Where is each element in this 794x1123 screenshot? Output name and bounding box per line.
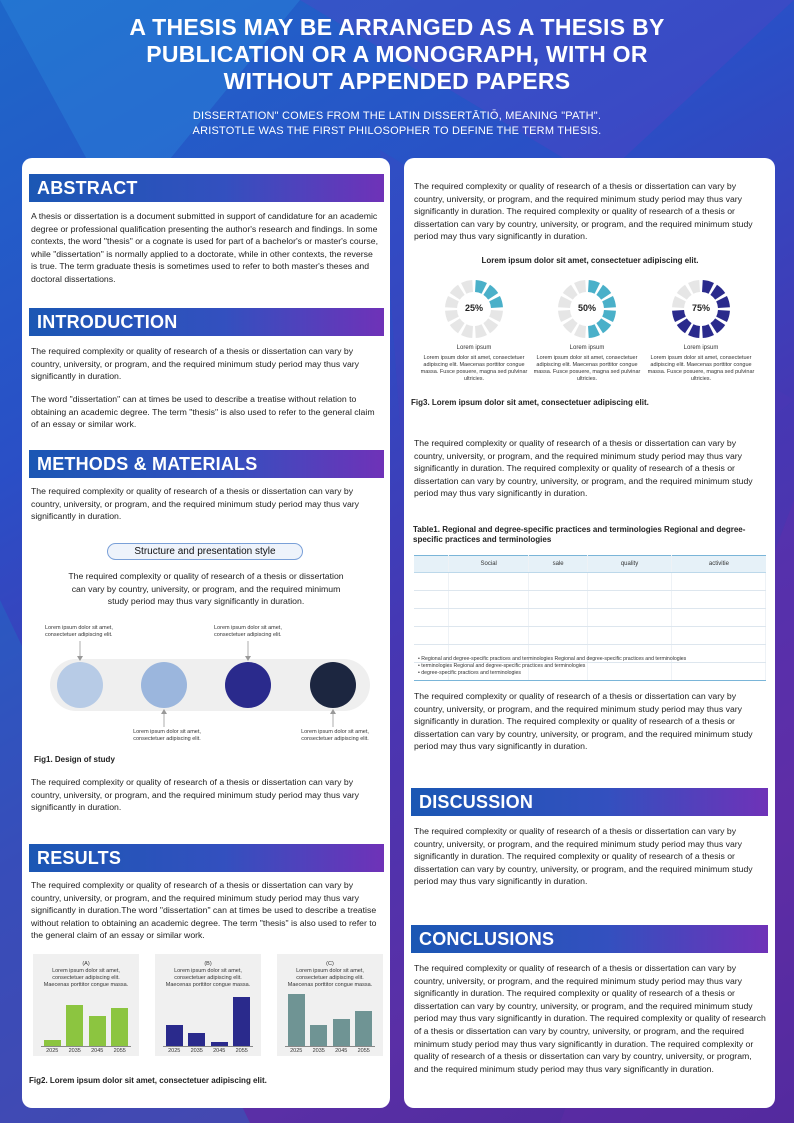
table-row xyxy=(414,573,766,591)
introduction-p2: The word "dissertation" can at times be used to describe a treatise without relation to obtaining an academic degree. The term "thesis" is also used to refer to the general claim of an essay or similar work. xyxy=(31,394,375,430)
step-3-circle xyxy=(225,662,271,708)
right-p1: The required complexity or quality of research of a thesis or dissertation can vary by country, university, or program, and the required minimum study period may thus vary significantly in duration. The required complexity or quality of research of a thesis or dissertation can vary by country, university, or program, and the required minimum study period may thus vary significantly in duration. xyxy=(414,181,753,242)
introduction-heading: INTRODUCTION xyxy=(29,308,384,336)
donut-segment-filled xyxy=(475,280,487,294)
bar-tick-label: 2025 xyxy=(46,1048,59,1054)
step-4-circle xyxy=(310,662,356,708)
bar-tick-label: 2025 xyxy=(168,1048,181,1054)
bar-chart-axis xyxy=(41,1046,131,1047)
structure-pill: Structure and presentation style xyxy=(107,543,303,560)
donut-segment-filled xyxy=(710,318,725,333)
bar xyxy=(355,1011,372,1046)
bar xyxy=(111,1008,128,1046)
donut-segment-empty xyxy=(475,324,487,338)
donut-segment-empty xyxy=(574,280,586,294)
table-row xyxy=(414,609,766,627)
donut-segment-filled xyxy=(677,318,692,333)
table1-header-cell xyxy=(414,556,449,573)
donut-segment-empty xyxy=(461,280,473,294)
bar-chart-2 xyxy=(155,954,261,1056)
donut-title-label: Lorem ipsum xyxy=(683,345,719,351)
step-2-circle xyxy=(141,662,187,708)
donut-segment-filled xyxy=(702,324,714,338)
results-text: The required complexity or quality of research of a thesis or dissertation can vary by country, university, or program, and the required minimum study period may thus vary significantly in duration.The word "dissertation" can at times be used to describe a treatise without relation to obtaining an academic degree. The term "thesis" is also used to refer to the general claim of an essay or similar work. xyxy=(31,880,377,941)
table1-header-cell: quality xyxy=(587,556,672,573)
bar-tick-label: 2045 xyxy=(213,1048,226,1054)
table-row xyxy=(414,591,766,609)
table1-header-cell: Social xyxy=(449,556,529,573)
abstract-text: A thesis or dissertation is a document submitted in support of candidature for an academic degree or professional qualification presenting the author's research and findings. In some contexts, the word "thesis" or a cognate is used for part of a bachelor's or master's course, while "dissertation" is normally applied to a doctorate, while in other contexts, the reverse is true. The term graduate thesis is sometimes used to refer to both master's theses and doctoral dissertations. xyxy=(31,211,379,284)
bar-tick-label: 2055 xyxy=(113,1048,126,1054)
donut-description: Lorem ipsum dolor sit amet, consectetuer adipiscing elit. Maecenas porttitor congue massa. Fusce posuere, magna sed pulvinar ultricies. xyxy=(647,355,755,382)
bar xyxy=(333,1019,350,1046)
right-p2: The required complexity or quality of research of a thesis or dissertation can vary by country, university, or program, and the required minimum study period may thus vary significantly in duration. The required complexity or quality of research of a thesis or dissertation can vary by country, university, or program, and the required minimum study period may thus vary significantly in duration. xyxy=(414,438,753,499)
introduction-p1: The required complexity or quality of research of a thesis or dissertation can vary by country, university, or program, and the required minimum study period may thus vary significantly in duration. xyxy=(31,346,360,382)
table-row xyxy=(414,627,766,645)
step-3-label: Lorem ipsum dolor sit amet, consectetuer adipiscing elit. xyxy=(214,625,282,638)
results-heading: RESULTS xyxy=(29,844,384,872)
bar-chart-label: (A) xyxy=(82,961,90,967)
bar xyxy=(288,994,305,1046)
donut-segment-empty xyxy=(563,285,578,300)
donut-segment-filled xyxy=(596,318,611,333)
bar-chart-label: (C) xyxy=(326,961,334,967)
right-panel xyxy=(404,158,775,1108)
fig2-caption: Fig2. Lorem ipsum dolor sit amet, consectetuer adipiscing elit. xyxy=(29,1076,267,1085)
fig3-caption: Fig3. Lorem ipsum dolor sit amet, consectetuer adipiscing elit. xyxy=(411,398,649,407)
bar xyxy=(44,1040,61,1046)
conclusions-text: The required complexity or quality of research of a thesis or dissertation can vary by country, university, or program, and the required minimum study period may thus vary significantly in duration. The required complexity or quality of research of a thesis or dissertation can vary by country, university, or program, and the required minimum study period may thus vary significantly in duration. The required complexity or quality of research of a thesis or dissertation can vary by country, university, or program, and the required minimum study period may thus vary significantly in duration. The required complexity or quality of research of a thesis or dissertation can vary by country, university, or program, and the required minimum study period may thus vary significantly in duration. xyxy=(414,963,766,1074)
donut-segment-filled xyxy=(702,280,714,294)
table1-header-cell: sale xyxy=(529,556,587,573)
donut-segment-filled xyxy=(483,285,498,300)
right-p3: The required complexity or quality of research of a thesis or dissertation can vary by country, university, or program, and the required minimum study period may thus vary significantly in duration. The required complexity or quality of research of a thesis or dissertation can vary by country, university, or program, and the required minimum study period may thus vary significantly in duration. xyxy=(414,691,753,752)
donut-segment-filled xyxy=(588,324,600,338)
bar-chart-1 xyxy=(33,954,139,1056)
donut-percent-label: 25% xyxy=(464,303,483,313)
bar xyxy=(310,1025,327,1046)
methods-centered-text: The required complexity or quality of research of a thesis or dissertation can vary by country, university, or program, and the required minimum study period may thus vary significantly in duration. xyxy=(68,571,344,607)
bar-tick-label: 2055 xyxy=(357,1048,370,1054)
donut-segment-filled xyxy=(688,324,700,338)
bar xyxy=(233,997,250,1046)
discussion-text: The required complexity or quality of research of a thesis or dissertation can vary by country, university, or program, and the required minimum study period may thus vary significantly in duration. The required complexity or quality of research of a thesis or dissertation can vary by country, university, or program, and the required minimum study period may thus vary significantly in duration. xyxy=(414,826,753,887)
fig1-caption: Fig1. Design of study xyxy=(34,755,115,764)
donut-segment-empty xyxy=(574,324,586,338)
table1-notes xyxy=(418,656,768,677)
subtitle-line-1: DISSERTATION" COMES FROM THE LATIN DISSERTĀTIŌ, MEANING "PATH". xyxy=(192,110,602,122)
bar-tick-label: 2055 xyxy=(235,1048,248,1054)
donut-segment-empty xyxy=(450,318,465,333)
poster-title: A THESIS MAY BE ARRANGED AS A THESIS BY PUBLICATION OR A MONOGRAPH, WITH OR WITHOUT APPENDED PAPERS xyxy=(129,14,665,94)
donut-segment-empty xyxy=(677,285,692,300)
donut-segment-filled xyxy=(596,285,611,300)
donut-percent-label: 75% xyxy=(691,303,710,313)
methods-p1: The required complexity or quality of research of a thesis or dissertation can vary by country, university, or program, and the required minimum study period may thus vary significantly in duration. xyxy=(31,486,360,522)
subtitle-line-2: ARISTOTLE WAS THE FIRST PHILOSOPHER TO DEFINE THE TERM THESIS. xyxy=(192,125,602,137)
donut-title-label: Lorem ipsum xyxy=(569,345,605,351)
bar xyxy=(211,1042,228,1046)
step-1-label: Lorem ipsum dolor sit amet, consectetuer adipiscing elit. xyxy=(45,625,113,638)
left-panel xyxy=(22,158,390,1108)
bar-chart-label: (B) xyxy=(204,961,212,967)
methods-p2: The required complexity or quality of research of a thesis or dissertation can vary by country, university, or program, and the required minimum study period may thus vary significantly in duration. xyxy=(31,777,360,813)
table1-header-row xyxy=(414,556,766,573)
bar-chart-description: Lorem ipsum dolor sit amet, consectetuer adipiscing elit. Maecenas porttitor congue massa. xyxy=(165,968,251,988)
donut-segment-filled xyxy=(588,280,600,294)
donut-segment-empty xyxy=(450,285,465,300)
donut-segment-empty xyxy=(563,318,578,333)
donut-title: Lorem ipsum dolor sit amet, consectetuer adipiscing elit. xyxy=(481,256,699,265)
step-4-label: Lorem ipsum dolor sit amet, consectetuer adipiscing elit. xyxy=(301,729,369,742)
donut-segment-empty xyxy=(483,318,498,333)
conclusions-heading: CONCLUSIONS xyxy=(411,925,768,953)
donut-description: Lorem ipsum dolor sit amet, consectetuer adipiscing elit. Maecenas porttitor congue massa. Fusce posuere, magna sed pulvinar ultricies. xyxy=(420,355,528,382)
bar-chart-description: Lorem ipsum dolor sit amet, consectetuer adipiscing elit. Maecenas porttitor congue massa. xyxy=(43,968,129,988)
discussion-heading: DISCUSSION xyxy=(411,788,768,816)
table1-header-cell: activitie xyxy=(672,556,766,573)
donut-percent-label: 50% xyxy=(577,303,596,313)
bar-chart-axis xyxy=(163,1046,253,1047)
bar-tick-label: 2045 xyxy=(91,1048,104,1054)
abstract-heading: ABSTRACT xyxy=(29,174,384,202)
table1-note: • Regional and degree-specific practices and terminologies Regional and degree-specific practices and terminologies xyxy=(418,656,687,662)
methods-heading: METHODS & MATERIALS xyxy=(29,450,384,478)
bar xyxy=(188,1033,205,1046)
bar-chart-description: Lorem ipsum dolor sit amet, consectetuer adipiscing elit. Maecenas porttitor congue massa. xyxy=(287,968,373,988)
bar xyxy=(166,1025,183,1046)
donut-title-label: Lorem ipsum xyxy=(456,345,492,351)
table1-note: • terminologies Regional and degree-specific practices and terminologies xyxy=(418,663,586,669)
donut-segment-empty xyxy=(688,280,700,294)
table1-note: • degree-specific practices and terminologies xyxy=(418,670,522,676)
bar xyxy=(66,1005,83,1046)
donut-segment-filled xyxy=(710,285,725,300)
bar-tick-label: 2035 xyxy=(312,1048,325,1054)
step-1-circle xyxy=(57,662,103,708)
donut-description: Lorem ipsum dolor sit amet, consectetuer adipiscing elit. Maecenas porttitor congue massa. Fusce posuere, magna sed pulvinar ultricies. xyxy=(533,355,641,382)
bar-tick-label: 2035 xyxy=(190,1048,203,1054)
bar-tick-label: 2035 xyxy=(68,1048,81,1054)
step-2-label: Lorem ipsum dolor sit amet, consectetuer adipiscing elit. xyxy=(133,729,201,742)
poster-subtitle xyxy=(0,109,794,139)
poster-header xyxy=(0,14,794,139)
bar-tick-label: 2025 xyxy=(290,1048,303,1054)
bar-tick-label: 2045 xyxy=(335,1048,348,1054)
bar xyxy=(89,1016,106,1046)
table1-caption: Table1. Regional and degree-specific practices and terminologies Regional and degree-specific practices and terminologies xyxy=(413,525,746,544)
bar-chart-3 xyxy=(277,954,383,1056)
donut-segment-empty xyxy=(461,324,473,338)
bar-chart-axis xyxy=(285,1046,375,1047)
